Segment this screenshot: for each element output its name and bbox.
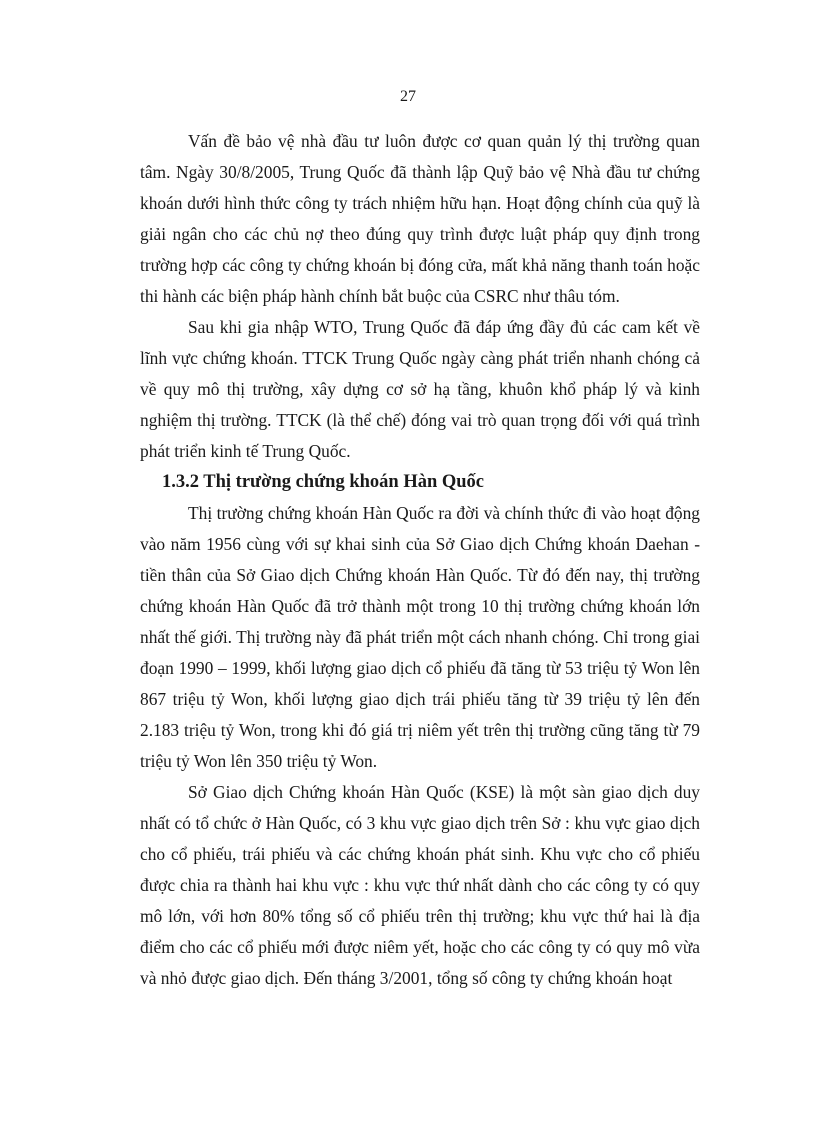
section-heading: 1.3.2 Thị trường chứng khoán Hàn Quốc [162,472,485,492]
paragraph-korea-market-history: Thị trường chứng khoán Hàn Quốc ra đời và chính thức đi vào hoạt động vào năm 1956 cùng với sự khai sinh của Sở Giao dịch Chứng khoán Daehan - tiền thân của Sở Giao dịch Chứng khoán Hàn Quốc. Từ đó đến nay, thị trường chứng khoán Hàn Quốc đã trở thành một trong 10 thị trường chứng khoán lớn nhất thế giới. Thị trường này đã phát triển một cách nhanh chóng. Chỉ trong giai đoạn 1990 – 1999, khối lượng giao dịch cổ phiếu đã tăng từ 53 triệu tỷ Won lên 867 triệu tỷ Won, khối lượng giao dịch trái phiếu tăng từ 39 triệu tỷ lên đến 2.183 triệu tỷ Won, trong khi đó giá trị niêm yết trên thị trường cũng tăng từ 79 triệu tỷ Won lên 350 triệu tỷ Won. [140,503,700,771]
paragraph-kse-structure: Sở Giao dịch Chứng khoán Hàn Quốc (KSE) là một sàn giao dịch duy nhất có tổ chức ở Hàn Quốc, có 3 khu vực giao dịch trên Sở : khu vực giao dịch cho cổ phiếu, trái phiếu và các chứng khoán phát sinh. Khu vực cho cổ phiếu được chia ra thành hai khu vực : khu vực thứ nhất dành cho các công ty có quy mô lớn, với hơn 80% tổng số cổ phiếu trên thị trường; khu vực thứ hai là địa điểm cho các cổ phiếu mới được niêm yết, hoặc cho các công ty có quy mô vừa và nhỏ được giao dịch. Đến tháng 3/2001, tổng số công ty chứng khoán hoạt [140,782,700,988]
body-text [140,126,700,994]
paragraph-wto-commitments: Sau khi gia nhập WTO, Trung Quốc đã đáp ứng đầy đủ các cam kết về lĩnh vực chứng khoán. TTCK Trung Quốc ngày càng phát triển nhanh chóng cả về quy mô thị trường, xây dựng cơ sở hạ tầng, khuôn khổ pháp lý và kinh nghiệm thị trường. TTCK (là thể chế) đóng vai trò quan trọng đối với quá trình phát triển kinh tế Trung Quốc. [140,317,700,461]
page-number: 27 [400,88,416,105]
paragraph-investor-protection: Vấn đề bảo vệ nhà đầu tư luôn được cơ quan quản lý thị trường quan tâm. Ngày 30/8/2005, Trung Quốc đã thành lập Quỹ bảo vệ Nhà đầu tư chứng khoán dưới hình thức công ty trách nhiệm hữu hạn. Hoạt động chính của quỹ là giải ngân cho các chủ nợ theo đúng quy trình được luật pháp quy định trong trường hợp các công ty chứng khoán bị đóng cửa, mất khả năng thanh toán hoặc thi hành các biện pháp hành chính bắt buộc của CSRC như thâu tóm. [140,131,700,306]
